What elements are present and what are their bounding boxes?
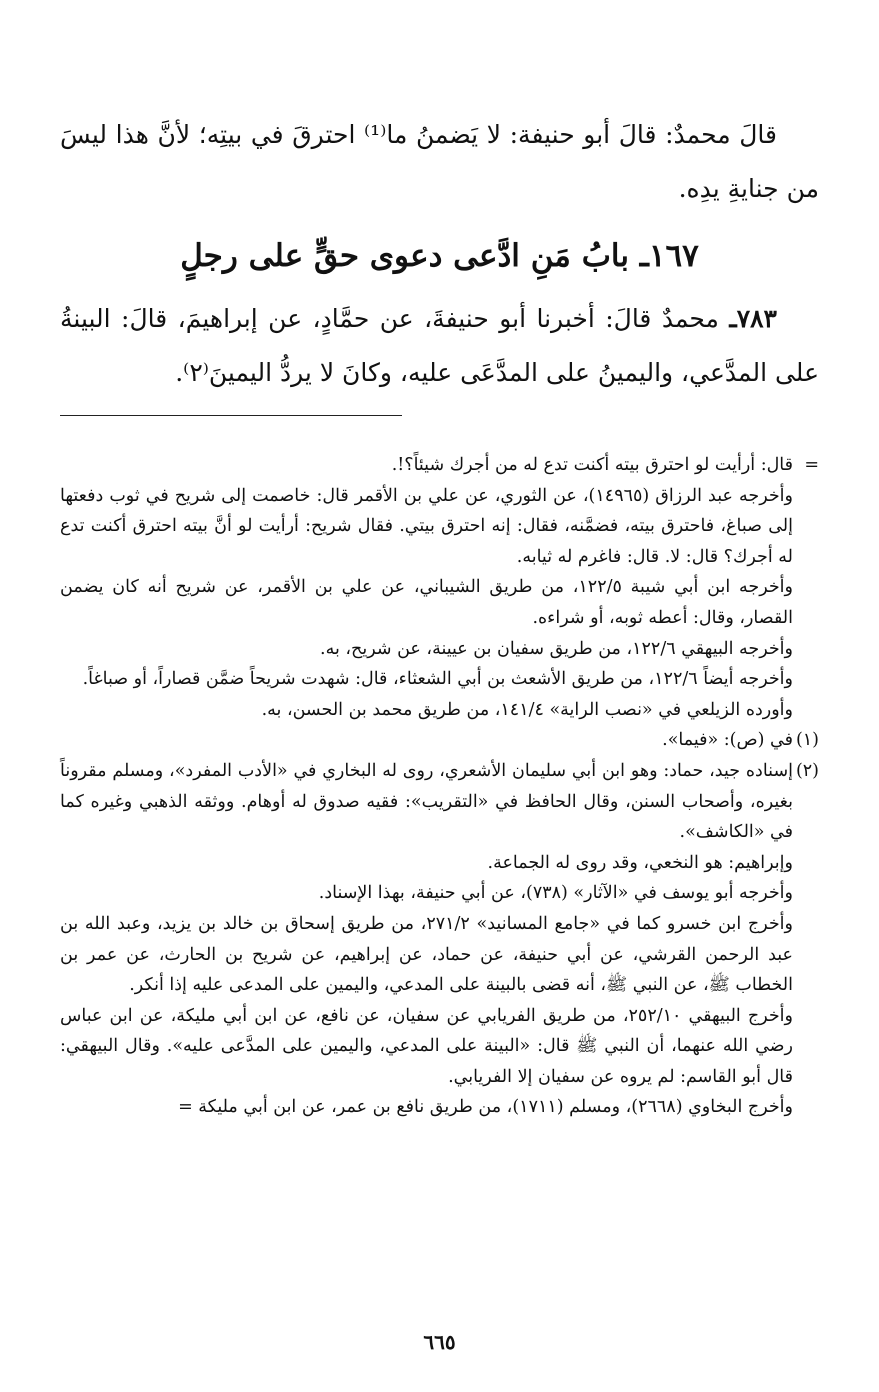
footnote-1-number: (١)	[795, 730, 819, 751]
footnote-line: وأخرجه أيضاً ١٢٢/٦، من طريق الأشعث بن أبي الشعثاء، قال: شهدت شريحاً ضمَّن قصاراً، أو صباغاً.	[82, 669, 793, 690]
footnote-divider	[60, 415, 402, 416]
book-page	[60, 0, 819, 1392]
footnote-1: (١) في (ص): «فيما».	[60, 725, 819, 756]
footnote-line: وإبراهيم: هو النخعي، وقد روى له الجماعة.	[487, 852, 793, 873]
footnote-line: وأخرج ابن خسرو كما في «جامع المسانيد» ٢٧١/٢، من طريق إسحاق بن خالد بن يزيد، وعبد الله بن عبد الرحمن القرشي، عن أبي حنيفة، عن حماد، عن إبراهيم، عن شريح بن الحارث، عن عمر بن الخطاب ﷺ، عن النبي ﷺ، أنه قضى بالبينة على المدعي، واليمين على المدعى عليه إذا أنكر.	[60, 913, 793, 996]
chapter-title: ١٦٧ـ بابُ مَنِ ادَّعى دعوى حقٍّ على رجلٍ	[180, 238, 699, 274]
footnote-line: وأورده الزيلعي في «نصب الراية» ١٤١/٤، من طريق محمد بن الحسن، به.	[261, 699, 793, 720]
footnote-2-number: (٢)	[795, 760, 819, 781]
hadith-text: محمدٌ قالَ: أخبرنا أبو حنيفةَ، عن حمَّادٍ، عن إبراهيمَ، قالَ: البينةُ على المدَّعي، واليمينُ على المدَّعَى عليه، وكانَ لا يردُّ اليمينَ⁽٢⁾.	[60, 304, 819, 387]
footnote-line: وأخرجه عبد الرزاق (١٤٩٦٥)، عن الثوري، عن علي بن الأقمر قال: خاصمت إلى شريح في ثوب دفعتها إلى صباغ، فاحترق بيته، فضمَّنه، فقال: إنه احترق بيتي. فقال شريح: أرأيت لو أنَّ بيته احترق أكنت تدع له أجرك؟ قال: لا. قال: فاغرم له ثيابه.	[60, 485, 793, 567]
page-number: ٦٦٥	[423, 1330, 456, 1354]
footnotes	[60, 450, 819, 1123]
footnote-line: وأخرجه أبو يوسف في «الآثار» (٧٣٨)، عن أبي حنيفة، بهذا الإسناد.	[318, 883, 793, 904]
footnote-line: وأخرجه البيهقي ١٢٢/٦، من طريق سفيان بن عيينة، عن شريح، به.	[320, 638, 793, 659]
footnote-line: وأخرجه ابن أبي شيبة ١٢٢/٥، من طريق الشيباني، عن علي بن الأقمر، عن شريح أنه كان يضمن القصار، وقال: أعطه ثوبه، أو شراءه.	[60, 577, 793, 628]
footnote-2: (٢) إسناده جيد، حماد: وهو ابن أبي سليمان الأشعري، روى له البخاري في «الأدب المفرد»، ومسلم مقروناً بغيره، وأصحاب السنن، وقال الحافظ في «التقريب»: فقيه صدوق له أوهام. ووثقه الذهبي وغيره كما في «الكاشف».	[60, 756, 819, 848]
hadith-number: ٧٨٣ـ	[729, 304, 777, 333]
footnote-line: وأخرج البيهقي ٢٥٢/١٠، من طريق الفريابي عن سفيان، عن نافع، عن ابن أبي مليكة، عن ابن عباس رضي الله عنهما، أن النبي ﷺ قال: «البينة على المدعي، واليمين على المدَّعى عليه». وقال البيهقي: قال أبو القاسم: لم يروه عن سفيان إلا الفريابي.	[60, 1005, 793, 1087]
continuation-marker: =	[804, 455, 819, 475]
footnote-line: = قال: أرأيت لو احترق بيته أكنت تدع له من أجرك شيئاً؟!.	[60, 450, 819, 481]
footnote-line: وأخرج البخاوي (٢٦٦٨)، ومسلم (١٧١١)، من طريق نافع بن عمر، عن ابن أبي مليكة =	[178, 1097, 793, 1118]
body-paragraph-1: قالَ محمدٌ: قالَ أبو حنيفة: لا يَضمنُ ما⁽¹⁾ احترقَ في بيتِه؛ لأنَّ هذا ليسَ من جنايةِ يدِه.	[60, 120, 819, 203]
body-paragraph-2	[60, 292, 819, 400]
